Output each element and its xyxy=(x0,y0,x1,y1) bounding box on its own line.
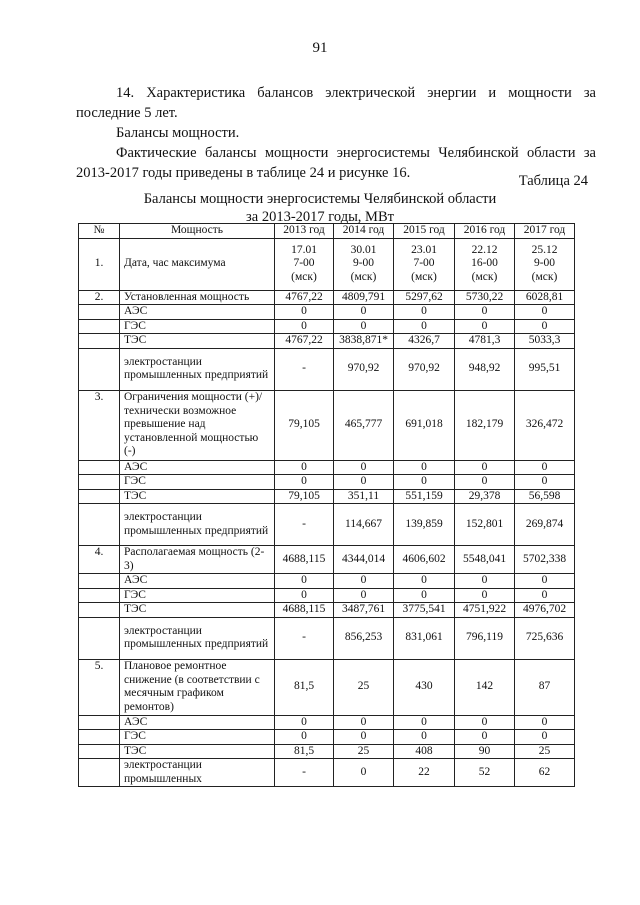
column-header: 2017 год xyxy=(515,224,575,239)
value-cell: 25 xyxy=(334,659,394,715)
value-cell: 0 xyxy=(394,475,455,490)
value-cell: 22.12 16-00 (мск) xyxy=(455,238,515,290)
value-cell: 0 xyxy=(394,730,455,745)
table-header-row xyxy=(79,224,575,239)
value-cell: 430 xyxy=(394,659,455,715)
column-header: 2014 год xyxy=(334,224,394,239)
value-cell: 0 xyxy=(455,475,515,490)
table-row xyxy=(79,489,575,504)
value-cell: 5297,62 xyxy=(394,290,455,305)
value-cell: 970,92 xyxy=(334,348,394,390)
row-number-cell xyxy=(79,475,120,490)
value-cell: 0 xyxy=(455,319,515,334)
value-cell: 152,801 xyxy=(455,504,515,546)
row-number-cell xyxy=(79,603,120,618)
table-row xyxy=(79,348,575,390)
row-label-cell: ТЭС xyxy=(120,489,275,504)
value-cell: 326,472 xyxy=(515,390,575,460)
value-cell: 56,598 xyxy=(515,489,575,504)
value-cell: 30.01 9-00 (мск) xyxy=(334,238,394,290)
value-cell: - xyxy=(275,617,334,659)
row-label-cell: ГЭС xyxy=(120,730,275,745)
row-label-cell: ТЭС xyxy=(120,744,275,759)
row-number-cell: 4. xyxy=(79,546,120,574)
table-row xyxy=(79,319,575,334)
table-row xyxy=(79,744,575,759)
row-number-cell xyxy=(79,334,120,349)
value-cell: 0 xyxy=(515,305,575,320)
table-title-line-2: за 2013-2017 годы, МВт xyxy=(246,209,394,225)
row-label-cell: электростанции промышленных предприятий xyxy=(120,504,275,546)
row-label-cell: ГЭС xyxy=(120,475,275,490)
value-cell: 23.01 7-00 (мск) xyxy=(394,238,455,290)
value-cell: 52 xyxy=(455,759,515,787)
row-number-cell xyxy=(79,730,120,745)
row-label-cell: Дата, час максимума xyxy=(120,238,275,290)
row-number-cell xyxy=(79,319,120,334)
value-cell: 0 xyxy=(455,588,515,603)
value-cell: 142 xyxy=(455,659,515,715)
table-row xyxy=(79,504,575,546)
table-row xyxy=(79,334,575,349)
row-label-cell: электростанции промышленных предприятий xyxy=(120,348,275,390)
table-row xyxy=(79,290,575,305)
power-balance-table xyxy=(78,223,575,787)
section-heading: 14. Характеристика балансов электрической энергии и мощности за последние 5 лет. xyxy=(76,85,596,121)
table-body xyxy=(79,238,575,787)
column-header: Мощность xyxy=(120,224,275,239)
value-cell: 79,105 xyxy=(275,390,334,460)
value-cell: 4767,22 xyxy=(275,290,334,305)
value-cell: 0 xyxy=(334,574,394,589)
value-cell: 25 xyxy=(515,744,575,759)
value-cell: 25 xyxy=(334,744,394,759)
row-number-cell xyxy=(79,460,120,475)
value-cell: - xyxy=(275,348,334,390)
value-cell: 114,667 xyxy=(334,504,394,546)
table-row xyxy=(79,588,575,603)
value-cell: 0 xyxy=(515,574,575,589)
column-header: 2015 год xyxy=(394,224,455,239)
value-cell: 551,159 xyxy=(394,489,455,504)
value-cell: 29,378 xyxy=(455,489,515,504)
row-number-cell xyxy=(79,305,120,320)
value-cell: 0 xyxy=(394,588,455,603)
value-cell: 351,11 xyxy=(334,489,394,504)
value-cell: 725,636 xyxy=(515,617,575,659)
value-cell: 79,105 xyxy=(275,489,334,504)
value-cell: 0 xyxy=(275,319,334,334)
value-cell: - xyxy=(275,759,334,787)
value-cell: 0 xyxy=(275,475,334,490)
row-number-cell xyxy=(79,574,120,589)
row-number-cell xyxy=(79,715,120,730)
value-cell: - xyxy=(275,504,334,546)
value-cell: 0 xyxy=(275,305,334,320)
value-cell: 796,119 xyxy=(455,617,515,659)
value-cell: 4751,922 xyxy=(455,603,515,618)
value-cell: 4781,3 xyxy=(455,334,515,349)
row-number-cell: 1. xyxy=(79,238,120,290)
table-row xyxy=(79,730,575,745)
value-cell: 0 xyxy=(334,319,394,334)
value-cell: 0 xyxy=(515,319,575,334)
value-cell: 0 xyxy=(334,730,394,745)
table-row xyxy=(79,715,575,730)
value-cell: 81,5 xyxy=(275,744,334,759)
row-label-cell: электростанции промышленных xyxy=(120,759,275,787)
value-cell: 0 xyxy=(394,715,455,730)
value-cell: 0 xyxy=(275,715,334,730)
value-cell: 856,253 xyxy=(334,617,394,659)
value-cell: 691,018 xyxy=(394,390,455,460)
value-cell: 5730,22 xyxy=(455,290,515,305)
value-cell: 4809,791 xyxy=(334,290,394,305)
value-cell: 0 xyxy=(455,730,515,745)
column-header: 2016 год xyxy=(455,224,515,239)
row-label-cell: Ограничения мощности (+)/технически возможное превышение над установленной мощностью (-) xyxy=(120,390,275,460)
value-cell: 4326,7 xyxy=(394,334,455,349)
value-cell: 0 xyxy=(455,715,515,730)
power-balance-table-container xyxy=(78,223,575,787)
value-cell: 139,859 xyxy=(394,504,455,546)
row-label-cell: электростанции промышленных предприятий xyxy=(120,617,275,659)
value-cell: 90 xyxy=(455,744,515,759)
value-cell: 0 xyxy=(515,460,575,475)
value-cell: 0 xyxy=(455,305,515,320)
row-label-cell: Установленная мощность xyxy=(120,290,275,305)
table-number-label: Таблица 24 xyxy=(518,173,588,189)
value-cell: 0 xyxy=(334,588,394,603)
subsection-label: Балансы мощности. xyxy=(116,125,240,141)
value-cell: 0 xyxy=(515,588,575,603)
row-number-cell: 2. xyxy=(79,290,120,305)
row-label-cell: ГЭС xyxy=(120,588,275,603)
table-row xyxy=(79,475,575,490)
value-cell: 3838,871* xyxy=(334,334,394,349)
value-cell: 182,179 xyxy=(455,390,515,460)
value-cell: 0 xyxy=(334,759,394,787)
value-cell: 81,5 xyxy=(275,659,334,715)
value-cell: 0 xyxy=(394,460,455,475)
value-cell: 4688,115 xyxy=(275,603,334,618)
value-cell: 0 xyxy=(455,574,515,589)
value-cell: 0 xyxy=(394,574,455,589)
row-label-cell: АЭС xyxy=(120,574,275,589)
table-row xyxy=(79,759,575,787)
value-cell: 0 xyxy=(334,460,394,475)
row-number-cell xyxy=(79,348,120,390)
value-cell: 269,874 xyxy=(515,504,575,546)
row-label-cell: ТЭС xyxy=(120,334,275,349)
value-cell: 4976,702 xyxy=(515,603,575,618)
value-cell: 87 xyxy=(515,659,575,715)
table-row xyxy=(79,390,575,460)
row-number-cell xyxy=(79,744,120,759)
value-cell: 0 xyxy=(275,588,334,603)
value-cell: 5033,3 xyxy=(515,334,575,349)
value-cell: 0 xyxy=(334,475,394,490)
page-number: 91 xyxy=(312,40,328,56)
value-cell: 62 xyxy=(515,759,575,787)
row-number-cell xyxy=(79,489,120,504)
value-cell: 3775,541 xyxy=(394,603,455,618)
row-label-cell: Плановое ремонтное снижение (в соответствии с месячным графиком ремонтов) xyxy=(120,659,275,715)
value-cell: 0 xyxy=(515,715,575,730)
value-cell: 5702,338 xyxy=(515,546,575,574)
value-cell: 465,777 xyxy=(334,390,394,460)
value-cell: 22 xyxy=(394,759,455,787)
row-label-cell: Располагаемая мощность (2-3) xyxy=(120,546,275,574)
value-cell: 831,061 xyxy=(394,617,455,659)
value-cell: 4344,014 xyxy=(334,546,394,574)
value-cell: 0 xyxy=(394,319,455,334)
value-cell: 0 xyxy=(275,460,334,475)
table-row xyxy=(79,574,575,589)
value-cell: 0 xyxy=(334,305,394,320)
row-number-cell xyxy=(79,588,120,603)
value-cell: 0 xyxy=(515,475,575,490)
row-label-cell: АЭС xyxy=(120,460,275,475)
value-cell: 0 xyxy=(334,715,394,730)
table-row xyxy=(79,238,575,290)
row-number-cell xyxy=(79,759,120,787)
value-cell: 4767,22 xyxy=(275,334,334,349)
row-number-cell xyxy=(79,504,120,546)
table-row xyxy=(79,546,575,574)
table-row xyxy=(79,305,575,320)
value-cell: 6028,81 xyxy=(515,290,575,305)
row-label-cell: АЭС xyxy=(120,305,275,320)
row-label-cell: АЭС xyxy=(120,715,275,730)
value-cell: 4688,115 xyxy=(275,546,334,574)
value-cell: 25.12 9-00 (мск) xyxy=(515,238,575,290)
table-title-line-1: Балансы мощности энергосистемы Челябинской области xyxy=(143,191,497,207)
value-cell: 948,92 xyxy=(455,348,515,390)
row-label-cell: ТЭС xyxy=(120,603,275,618)
value-cell: 0 xyxy=(515,730,575,745)
row-label-cell: ГЭС xyxy=(120,319,275,334)
row-number-cell xyxy=(79,617,120,659)
value-cell: 0 xyxy=(275,730,334,745)
column-header: № xyxy=(79,224,120,239)
value-cell: 5548,041 xyxy=(455,546,515,574)
row-number-cell: 5. xyxy=(79,659,120,715)
value-cell: 0 xyxy=(455,460,515,475)
row-number-cell: 3. xyxy=(79,390,120,460)
value-cell: 408 xyxy=(394,744,455,759)
value-cell: 0 xyxy=(275,574,334,589)
table-title xyxy=(0,190,640,226)
table-row xyxy=(79,659,575,715)
table-row xyxy=(79,603,575,618)
value-cell: 970,92 xyxy=(394,348,455,390)
value-cell: 17.01 7-00 (мск) xyxy=(275,238,334,290)
table-row xyxy=(79,460,575,475)
table-row xyxy=(79,617,575,659)
column-header: 2013 год xyxy=(275,224,334,239)
value-cell: 3487,761 xyxy=(334,603,394,618)
value-cell: 995,51 xyxy=(515,348,575,390)
value-cell: 0 xyxy=(394,305,455,320)
intro-paragraph: Фактические балансы мощности энергосистемы Челябинской области за 2013-2017 годы приведены в таблице 24 и рисунке 16. xyxy=(76,145,596,181)
value-cell: 4606,602 xyxy=(394,546,455,574)
